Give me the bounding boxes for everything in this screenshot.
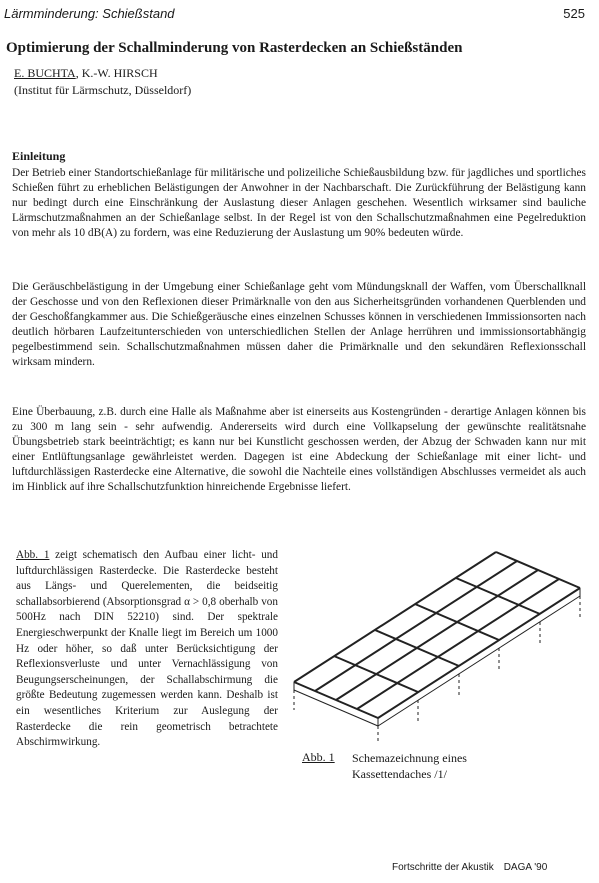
paragraph-3: Eine Überbauung, z.B. durch eine Halle als Maßnahme aber ist einerseits aus Kostengründen - derartige Anlagen können bis zu 300 m lang sein - sehr aufwendig. Andererseits wird durch eine Vollkapselung der gewünschte realitätsnahe Übungsbetrieb stark beeinträchtigt; es kann nur bei Kunstlicht geschossen werden, der Abzug der Schwaden kann nur mit einer Entlüftungsanlage gewährleistet werden. Dagegen ist eine Abdeckung der Schießanlage mit einer licht- und luftdurchlässigen Rasterdecke eine Alternative, die sowohl die Nachteile eines vollständigen Abschlusses vermeidet als auch im Hinblick auf ihre Schallschutzfunktion hinreichende Ergebnisse liefert. xyxy=(12,406,586,493)
paragraph-2: Die Geräuschbelästigung in der Umgebung einer Schießanlage geht vom Mündungsknall der Waffen, vom Überschallknall der Geschosse und von den Reflexionen dieser Primärknalle von den aus Sicherheitsgründen vorhandenen Querblenden und der Geschoßfangkammer aus. Die Schießgeräusche eines einzelnen Schusses können in verschiedenen Immissionsorten nach deutlich hörbaren Laufzeitunterschieden von unterschiedlichen Stellen der Anlage herrühren und immissionsortabhängig pegelbestimmend sein. Schallschutzmaßnahmen müssen daher die Primärknalle und den sekundären Reflexionsschall wirksam mindern. xyxy=(12,281,586,368)
grid-line xyxy=(456,578,540,614)
grid-ceiling-figure xyxy=(286,546,586,746)
figure-caption-text: Schemazeichnung eines Kassettendaches /1/ xyxy=(352,751,467,781)
grid-line xyxy=(334,656,418,692)
running-header-section: Lärmminderung: Schießstand xyxy=(4,6,175,21)
grid-line xyxy=(375,630,459,666)
grid-line xyxy=(415,604,499,640)
figure-paragraph xyxy=(16,548,278,751)
figure-reference-link[interactable]: Abb. 1 xyxy=(16,549,50,561)
grid-depth-line xyxy=(378,596,580,726)
figure-caption-label: Abb. 1 xyxy=(302,750,335,764)
authors xyxy=(14,66,158,81)
footer-conference: DAGA '90 xyxy=(503,862,548,873)
page-number: 525 xyxy=(563,6,585,21)
footer xyxy=(392,862,547,873)
institution: (Institut für Lärmschutz, Düsseldorf) xyxy=(14,83,192,97)
grid-depth-line xyxy=(294,690,378,726)
other-authors: , K.-W. HIRSCH xyxy=(75,66,158,80)
first-author: E. BUCHTA xyxy=(14,66,76,80)
paragraph-1: Der Betrieb einer Standortschießanlage für militärische und polizeiliche Schießausbildung bzw. für jagdliches und sportliches Schießen führt zu erheblichen Belästigungen der Anwohner in der Nachbarschaft. Die Zurückführung der Belästigung kann nur bedingt durch eine Einschränkung der Auslastung dieser Anlagen geschehen. Wesentlich wirksamer sind bauliche Lärmschutzmaßnahmen an der Schießanlage selbst. In der Regel ist von den Schallschutzmaßnahmen eine Pegelreduktion von mehr als 10 dB(A) zu fordern, was eine Reduzierung der Auslastung um 90% bedeuten würde. xyxy=(12,167,586,239)
paper-title: Optimierung der Schallminderung von Rasterdecken an Schießständen xyxy=(6,40,463,56)
footer-journal: Fortschritte der Akustik xyxy=(392,862,494,873)
figure-paragraph-text: zeigt schematisch den Aufbau einer licht- und luftdurchlässigen Rasterdecke. Die Rasterdecke besteht aus Längs- und Querelementen, die beidseitig schallabsorbierend (Absorptionsgrad α > 0,8 oberhalb von 500Hz nach DIN 52210) sind. Der spektrale Energieschwerpunkt der Knalle liegt im Bereich um 1000 Hz oder höher, so daß unter Berücksichtigung der Reflexionsverluste und unter Vernachlässigung von Beugungserscheinungen, der Schallabschirmung die größte Bedeutung zugemessen werden kann. Deshalb ist ein wesentliches Kriterium zur Auslegung der Rasterdecke die rein geometrisch betrachtete Abschirmwirkung. xyxy=(16,549,278,749)
section-heading: Einleitung xyxy=(12,149,66,163)
